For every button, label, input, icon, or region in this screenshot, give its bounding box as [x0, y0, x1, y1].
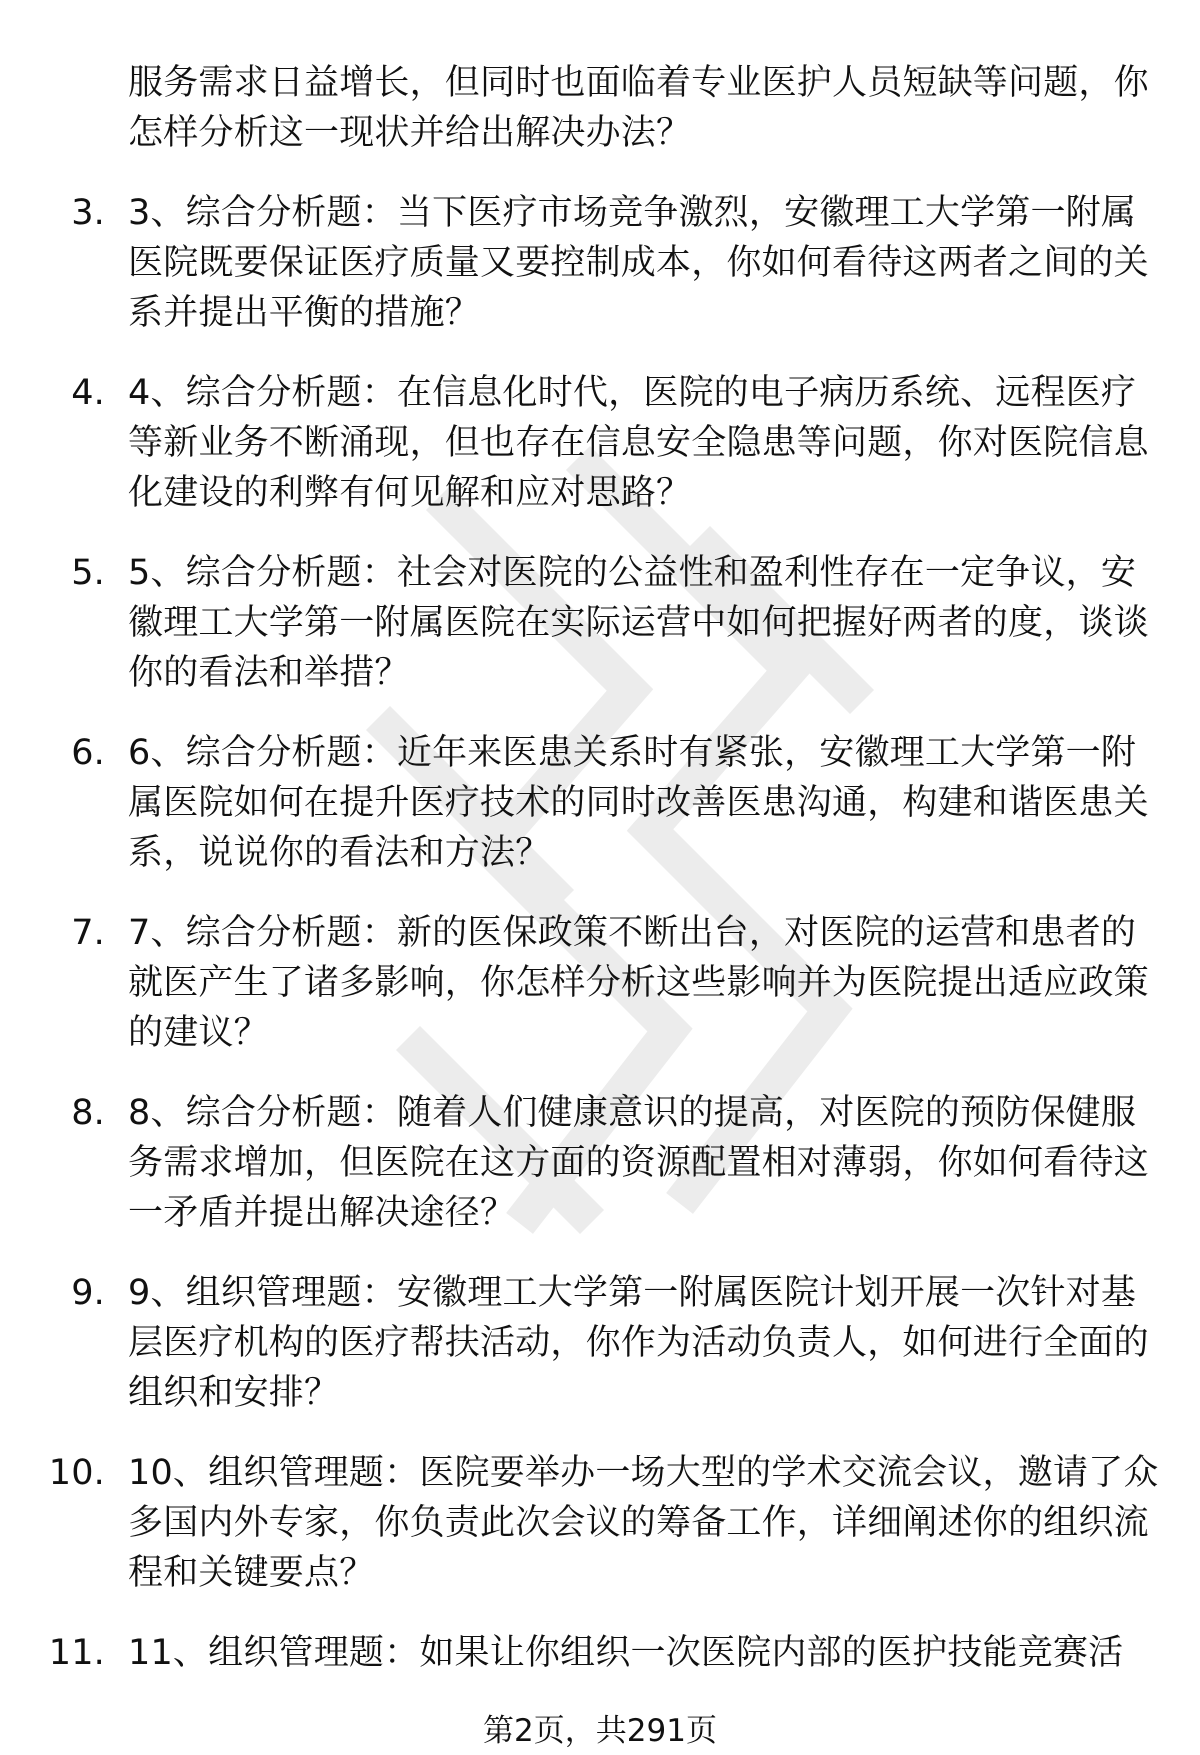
list-item-number: 8. — [71, 1093, 105, 1133]
list-item — [0, 908, 1200, 1058]
list-item-text: 5、综合分析题：社会对医院的公益性和盈利性存在一定争议，安徽理工大学第一附属医院在实际运营中如何把握好两者的度，谈谈你的看法和举措？ — [128, 553, 1149, 693]
list-item — [0, 1088, 1200, 1238]
list-item — [0, 548, 1200, 698]
page-number-label: 第2页，共291页 — [483, 1713, 717, 1749]
list-item-text: 6、综合分析题：近年来医患关系时有紧张，安徽理工大学第一附属医院如何在提升医疗技术的同时改善医患沟通，构建和谐医患关系，说说你的看法和方法？ — [128, 733, 1149, 873]
list-item — [0, 188, 1200, 338]
continued-question-text: 服务需求日益增长，但同时也面临着专业医护人员短缺等问题，你怎样分析这一现状并给出解决办法？ — [128, 63, 1149, 153]
question-list — [0, 58, 1200, 1678]
list-item-number: 5. — [71, 553, 105, 593]
list-item-text: 11、组织管理题：如果让你组织一次医院内部的医护技能竞赛活 — [128, 1633, 1124, 1673]
list-item — [0, 728, 1200, 878]
list-item — [0, 368, 1200, 518]
list-item — [0, 1628, 1200, 1678]
page-footer — [0, 1711, 1200, 1751]
list-item-text: 3、综合分析题：当下医疗市场竞争激烈，安徽理工大学第一附属医院既要保证医疗质量又要控制成本，你如何看待这两者之间的关系并提出平衡的措施？ — [128, 193, 1149, 333]
list-item-number: 9. — [71, 1273, 105, 1313]
list-item — [0, 1448, 1200, 1598]
list-item-text: 10、组织管理题：医院要举办一场大型的学术交流会议，邀请了众多国内外专家，你负责此次会议的筹备工作，详细阐述你的组织流程和关键要点？ — [128, 1453, 1159, 1593]
list-item-number: 10. — [48, 1453, 105, 1493]
list-item-text: 4、综合分析题：在信息化时代，医院的电子病历系统、远程医疗等新业务不断涌现，但也存在信息安全隐患等问题，你对医院信息化建设的利弊有何见解和应对思路？ — [128, 373, 1149, 513]
list-item — [0, 1268, 1200, 1418]
list-item-text: 8、综合分析题：随着人们健康意识的提高，对医院的预防保健服务需求增加，但医院在这方面的资源配置相对薄弱，你如何看待这一矛盾并提出解决途径？ — [128, 1093, 1149, 1233]
list-item-number: 3. — [71, 193, 105, 233]
list-item-number: 6. — [71, 733, 105, 773]
list-item-number: 7. — [71, 913, 105, 953]
list-item-number: 4. — [71, 373, 105, 413]
list-item-number: 11. — [48, 1633, 105, 1673]
list-item-text: 7、综合分析题：新的医保政策不断出台，对医院的运营和患者的就医产生了诸多影响，你怎样分析这些影响并为医院提出适应政策的建议？ — [128, 913, 1149, 1053]
list-item-text: 9、组织管理题：安徽理工大学第一附属医院计划开展一次针对基层医疗机构的医疗帮扶活动，你作为活动负责人，如何进行全面的组织和安排？ — [128, 1273, 1149, 1413]
continued-question — [0, 58, 1200, 158]
